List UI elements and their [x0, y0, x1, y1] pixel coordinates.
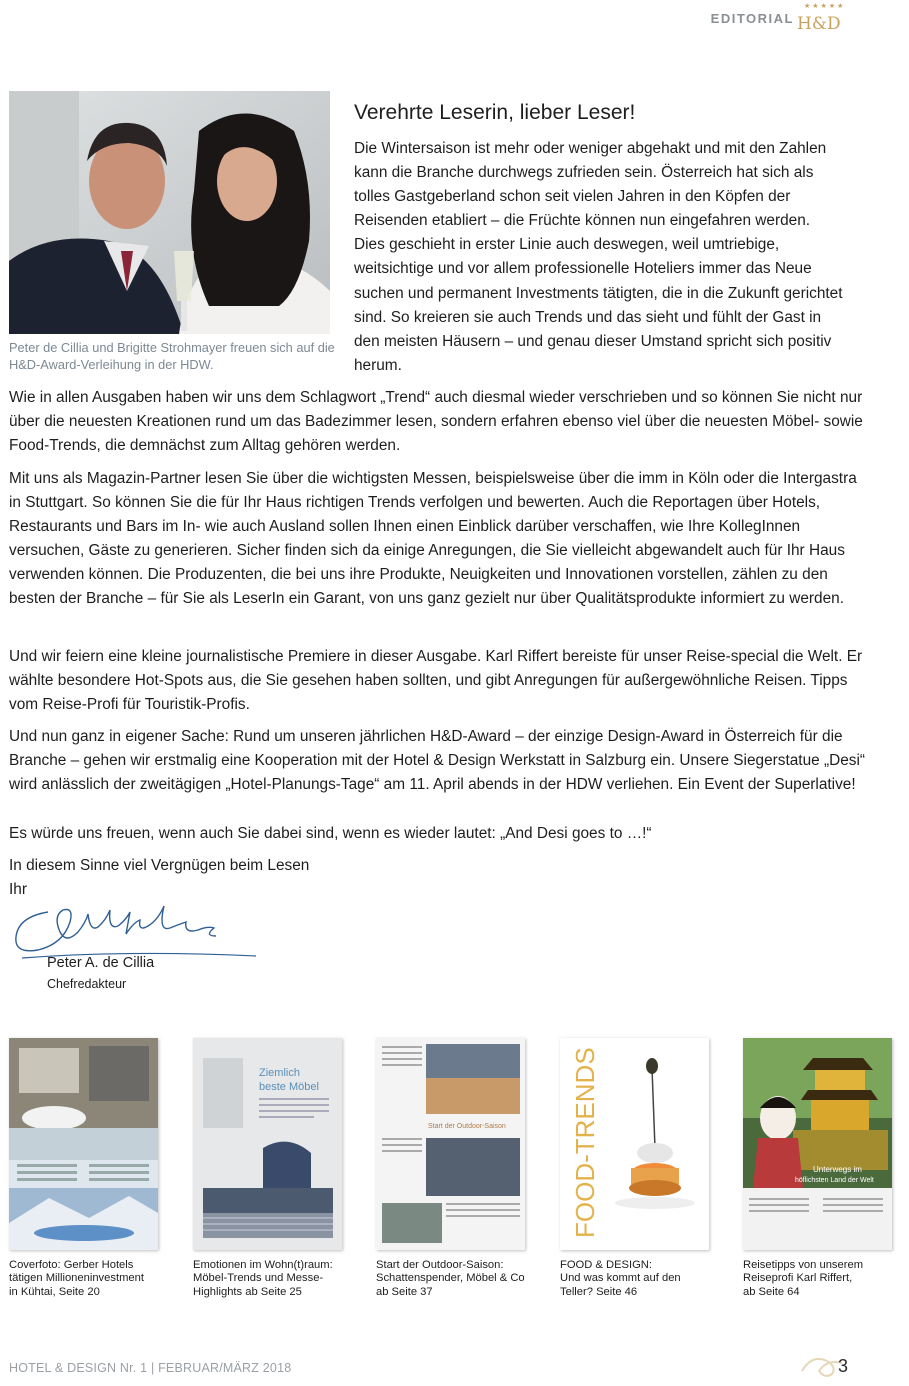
hd-logo: [797, 2, 851, 34]
thumbnail-travel: [743, 1038, 892, 1250]
thumb-heading-2: beste Möbel: [259, 1081, 319, 1093]
thumbnail-food: [560, 1038, 709, 1250]
thumbnail-caption-travel: [743, 1259, 903, 1299]
body-paragraph: Und wir feiern eine kleine journalistische Premiere in dieser Ausgabe. Karl Riffert bereiste für unser Reise-special die Welt. Er wählte besondere Hot-Spots aus, die Sie gesehen haben sollten, und gibt Anregungen für außergewöhnliche Reisen. Tipps vom Reise-Profi für Touristik-Profis.: [9, 648, 863, 714]
intro-paragraph: Die Wintersaison ist mehr oder weniger abgehakt und mit den Zahlen kann die Branche durchwegs zufrieden sein. Österreich hat sich als tolles Gastgeberland schon seit vielen Jahren in den Köpfen der Reisenden etabliert – die Früchte können nun eingefahren werden. Dies geschieht in erster Linie auch deswegen, weil umtriebige, weitsichtige und vor allem professionelle Hoteliers immer das Neue suchen und permanent Investments tätigten, die in die Zukunft gerichtet sind. So kreieren sie auch Trends und das sieht und fühlt der Gast in den meisten Häusern – und genau dieser Umstand spricht sich positiv herum.: [354, 140, 843, 374]
section-title: EDITORIAL: [710, 11, 794, 26]
thumbnail-caption-outdoor: [376, 1259, 546, 1299]
closing-ihr: Ihr: [9, 881, 27, 898]
thumb-heading-2: höflichsten Land der Welt: [795, 1177, 874, 1184]
signer-role: Chefredakteur: [47, 977, 127, 991]
caption-line: ab Seite 64: [743, 1285, 800, 1298]
thumbnail-cover: [9, 1038, 158, 1250]
thumb-heading: Start der Outdoor-Saison: [428, 1123, 506, 1130]
thumbnail-furniture: [193, 1038, 342, 1250]
body-paragraph: Mit uns als Magazin-Partner lesen Sie über die wichtigsten Messen, beispielsweise über die imm in Köln oder die Intergastra in Stuttgart. So können Sie die für Ihr Haus richtigen Trends verfolgen und bewerten. Auch die Reportagen über Hotels, Restaurants und Bars im In- wie auch Ausland sollen Ihnen einen Einblick darüber verschaffen, wie Ihre KollegInnen versuchen, Gäste zu generieren. Sicher finden sich da einige Anregungen, die Sie vielleicht abgewandelt auch für Ihr Haus verwenden können. Die Produzenten, die bei uns ihre Produkte, Neuigkeiten und Innovationen vorstellen, zählen zu den besten der Branche – für Sie als LeserIn ein Garant, von uns ganz gezielt nur über Qualitätsprodukte informiert zu werden.: [9, 470, 857, 608]
signer-name: Peter A. de Cillia: [47, 955, 155, 971]
closing-line: In diesem Sinne viel Vergnügen beim Lesen: [9, 857, 310, 874]
thumb-heading: FOOD-TRENDS: [570, 1047, 600, 1238]
caption-line: Und was kommt auf den: [560, 1272, 681, 1285]
caption-line: Teller? Seite 46: [560, 1285, 638, 1298]
caption-line: Start der Outdoor-Saison:: [376, 1259, 504, 1271]
caption-line: Reisetipps von unserem: [743, 1259, 864, 1271]
body-paragraph: Und nun ganz in eigener Sache: Rund um unseren jährlichen H&D-Award – der einzige Design-Award in Österreich für die Branche – gehen wir erstmalig eine Kooperation mit der Hotel & Design Werkstatt in Salzburg ein. Unsere Siegerstatue „Desi“ wird anlässlich der zweitägigen „Hotel-Planungs-Tage“ am 11. April abends in der HDW verliehen. Ein Event der Superlative!: [9, 728, 866, 794]
caption-line: ab Seite 37: [376, 1285, 433, 1298]
thumbnail-caption-food: [560, 1259, 730, 1299]
thumbnail-caption-cover: [9, 1259, 179, 1299]
thumb-heading-1: Unterwegs im: [813, 1165, 862, 1174]
editorial-photo: [9, 91, 330, 334]
editorial-salutation: Verehrte Leserin, lieber Leser!: [354, 101, 636, 124]
handwritten-signature: [8, 892, 258, 964]
caption-line: Schattenspender, Möbel & Co: [376, 1272, 525, 1285]
caption-line: Emotionen im Wohn(t)raum:: [193, 1259, 333, 1271]
thumbnail-outdoor: [376, 1038, 525, 1250]
page-number: 3: [838, 1356, 849, 1376]
logo-text: H&D: [797, 14, 841, 34]
footer-publication: HOTEL & DESIGN Nr. 1 | FEBRUAR/MÄRZ 2018: [9, 1361, 292, 1375]
caption-line: Highlights ab Seite 25: [193, 1285, 302, 1298]
caption-line: FOOD & DESIGN:: [560, 1259, 652, 1271]
section-label: [711, 10, 794, 28]
caption-line: Möbel-Trends und Messe-: [193, 1272, 324, 1285]
photo-caption: Peter de Cillia und Brigitte Strohmayer freuen sich auf die H&D-Award-Verleihung in der HDW.: [9, 340, 335, 372]
thumb-heading-1: Ziemlich: [259, 1067, 300, 1079]
thumbnail-caption-furniture: [193, 1259, 363, 1299]
body-paragraph: Es würde uns freuen, wenn auch Sie dabei sind, wenn es wieder lautet: „And Desi goes to …!“: [9, 825, 652, 842]
caption-line: Coverfoto: Gerber Hotels: [9, 1259, 134, 1271]
caption-line: Reiseprofi Karl Riffert,: [743, 1272, 853, 1285]
caption-line: tätigen Millioneninvestment: [9, 1272, 144, 1285]
body-paragraph: Wie in allen Ausgaben haben wir uns dem Schlagwort „Trend“ auch diesmal wieder verschrieben und so können Sie nicht nur über die neuesten Kreationen rund um das Badezimmer lesen, sondern erfahren ebenso viel über die neuesten Möbel- sowie Food-Trends, die demnächst zum Alltag gehören werden.: [9, 389, 863, 455]
logo-stars-icon: ★★★★★: [804, 2, 846, 10]
caption-line: in Kühtai, Seite 20: [9, 1285, 100, 1298]
